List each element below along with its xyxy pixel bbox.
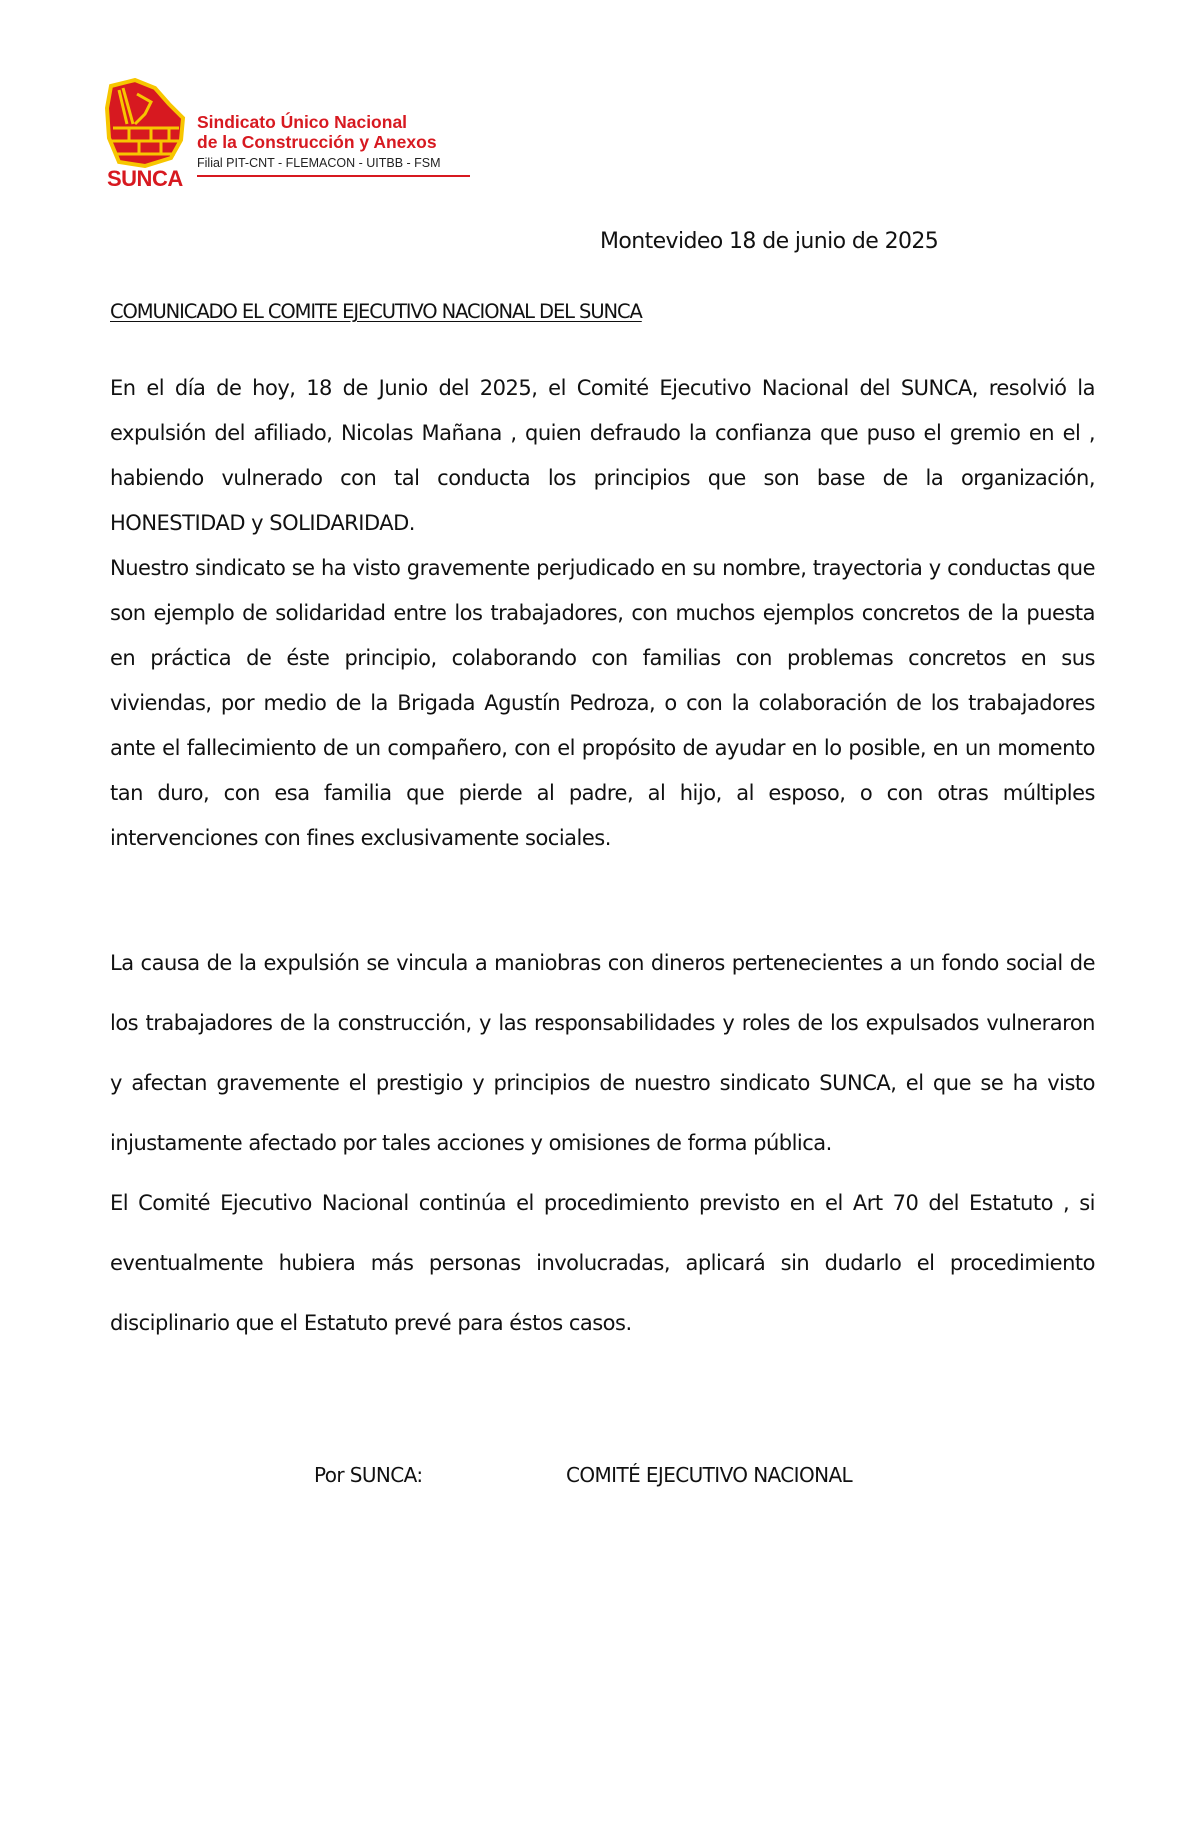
logo-acronym: SUNCA bbox=[107, 166, 183, 191]
affiliations: Filial PIT-CNT - FLEMACON - UITBB - FSM bbox=[197, 156, 441, 170]
union-name-line1: Sindicato Único Nacional bbox=[197, 112, 408, 132]
body-block-1 bbox=[110, 366, 1095, 861]
document-heading: COMUNICADO EL COMITE EJECUTIVO NACIONAL DEL SUNCA bbox=[110, 300, 642, 323]
logo-divider bbox=[197, 175, 470, 177]
letterhead-logo bbox=[105, 78, 515, 190]
paragraph-3: La causa de la expulsión se vincula a maniobras con dineros pertenecientes a un fondo social de los trabajadores de la construcción, y las responsabilidades y roles de los expulsados vulneraron y afectan gravemente el prestigio y principios de nuestro sindicato SUNCA, el que se ha visto injustamente afectado por tales acciones y omisiones de forma pública. bbox=[110, 951, 1095, 1155]
logo-text bbox=[197, 112, 470, 177]
union-name-line2: de la Construcción y Anexos bbox=[197, 132, 437, 152]
signature-body: COMITÉ EJECUTIVO NACIONAL bbox=[566, 1463, 853, 1487]
signature-label: Por SUNCA: bbox=[314, 1463, 423, 1487]
body-block-2 bbox=[110, 933, 1095, 1353]
place-date: Montevideo 18 de junio de 2025 bbox=[600, 229, 939, 254]
sunca-brick-wall-uruguay-map-icon bbox=[105, 78, 187, 168]
paragraph-4: El Comité Ejecutivo Nacional continúa el procedimiento previsto en el Art 70 del Estatuto , si eventualmente hubiera más personas involucradas, aplicará sin dudarlo el procedimiento disciplinario que el Estatuto prevé para éstos casos. bbox=[110, 1191, 1095, 1335]
paragraph-2: Nuestro sindicato se ha visto gravemente perjudicado en su nombre, trayectoria y conductas que son ejemplo de solidaridad entre los trabajadores, con muchos ejemplos concretos de la puesta en práctica de éste principio, colaborando con familias con problemas concretos en sus viviendas, por medio de la Brigada Agustín Pedroza, o con la colaboración de los trabajadores ante el fallecimiento de un compañero, con el propósito de ayudar en lo posible, en un momento tan duro, con esa familia que pierde al padre, al hijo, al esposo, o con otras múltiples intervenciones con fines exclusivamente sociales. bbox=[110, 556, 1095, 850]
paragraph-1: En el día de hoy, 18 de Junio del 2025, el Comité Ejecutivo Nacional del SUNCA, resolvió la expulsión del afiliado, Nicolas Mañana , quien defraudo la confianza que puso el gremio en el , habiendo vulnerado con tal conducta los principios que son base de la organización, HONESTIDAD y SOLIDARIDAD. bbox=[110, 376, 1095, 535]
logo-mark bbox=[105, 78, 187, 190]
